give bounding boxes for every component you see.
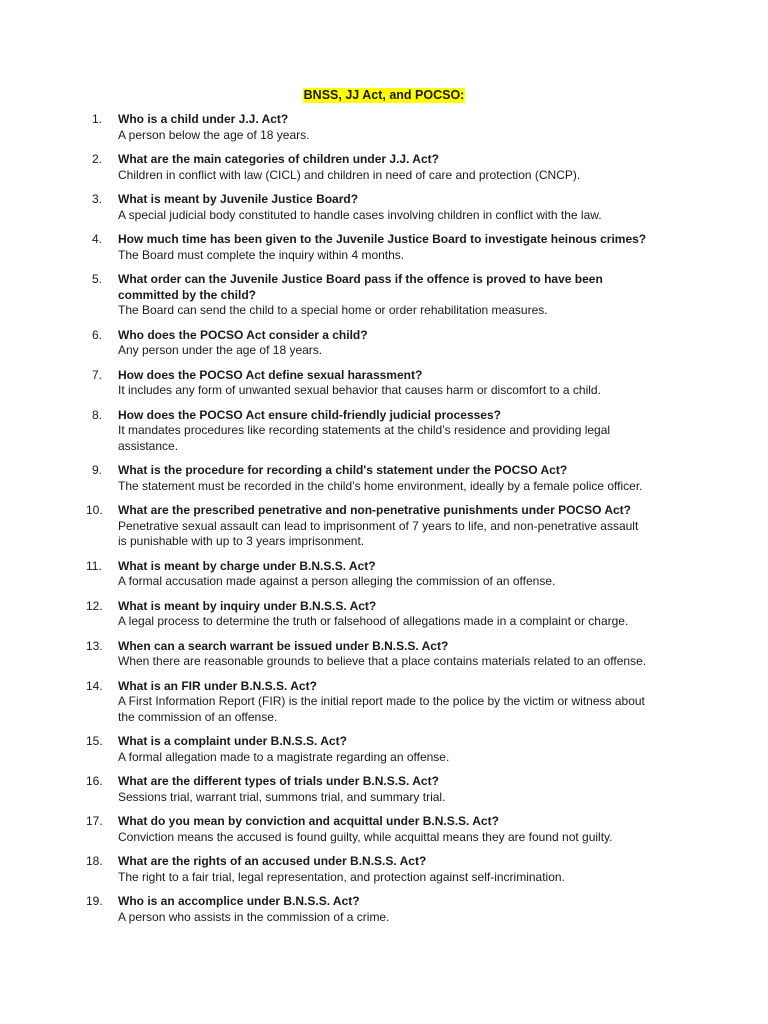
qa-number: 8. (92, 407, 103, 422)
qa-number: 7. (92, 367, 103, 382)
qa-question: What is meant by charge under B.N.S.S. Act? (118, 558, 376, 573)
qa-item (0, 559, 768, 590)
qa-question: Who is an accomplice under B.N.S.S. Act? (118, 894, 360, 908)
qa-number: 16. (86, 774, 103, 788)
qa-question: What do you mean by conviction and acquittal under B.N.S.S. Act? (118, 814, 499, 828)
qa-question: Who does the POCSO Act consider a child? (118, 327, 368, 342)
qa-question: What is a complaint under B.N.S.S. Act? (118, 734, 347, 748)
qa-number: 5. (92, 272, 103, 286)
qa-number: 2. (92, 152, 103, 166)
qa-item (0, 272, 768, 319)
qa-item (0, 679, 768, 726)
qa-question: What are the main categories of children under J.J. Act? (118, 152, 439, 166)
qa-item (0, 192, 768, 223)
qa-item (0, 734, 768, 765)
qa-answer: A legal process to determine the truth or falsehood of allegations made in a complaint or charge. (118, 614, 629, 628)
qa-list (0, 112, 768, 934)
qa-number: 1. (92, 112, 103, 126)
qa-answer: A special judicial body constituted to handle cases involving children in conflict with the law. (118, 207, 602, 222)
qa-item (0, 232, 768, 263)
qa-answer: It includes any form of unwanted sexual behavior that causes harm or discomfort to a child. (118, 383, 601, 397)
qa-question: What is the procedure for recording a child's statement under the POCSO Act? (118, 463, 568, 477)
document-title: BNSS, JJ Act, and POCSO: (303, 88, 465, 102)
qa-answer: The right to a fair trial, legal representation, and protection against self-incrimination. (118, 869, 565, 884)
qa-number: 10. (86, 503, 103, 517)
qa-question: How much time has been given to the Juvenile Justice Board to investigate heinous crimes? (118, 232, 647, 246)
qa-item (0, 463, 768, 494)
qa-question: When can a search warrant be issued under B.N.S.S. Act? (118, 638, 449, 653)
qa-question: How does the POCSO Act define sexual harassment? (118, 367, 423, 382)
qa-answer: Children in conflict with law (CICL) and children in need of care and protection (CNCP). (118, 167, 581, 182)
qa-question: What are the rights of an accused under B.N.S.S. Act? (118, 854, 427, 868)
qa-number: 6. (92, 327, 103, 342)
qa-answer: The Board must complete the inquiry within 4 months. (118, 247, 405, 262)
qa-item (0, 814, 768, 845)
qa-number: 19. (86, 894, 103, 908)
qa-item (0, 599, 768, 630)
qa-item (0, 854, 768, 885)
qa-answer: A formal allegation made to a magistrate regarding an offense. (118, 749, 450, 764)
qa-item (0, 408, 768, 455)
qa-question: What is meant by Juvenile Justice Board? (118, 192, 359, 206)
qa-answer: A formal accusation made against a person alleging the commission of an offense. (118, 574, 556, 588)
qa-number: 9. (92, 463, 103, 477)
qa-item (0, 112, 768, 143)
qa-answer: A person below the age of 18 years. (118, 127, 310, 142)
qa-answer: When there are reasonable grounds to believe that a place contains materials related to an offense. (118, 654, 647, 668)
qa-number: 17. (86, 814, 103, 828)
qa-number: 18. (86, 854, 103, 868)
qa-question: What are the different types of trials under B.N.S.S. Act? (118, 774, 439, 788)
qa-question: What are the prescribed penetrative and non-penetrative punishments under POCSO Act? (118, 503, 631, 517)
qa-answer: The Board can send the child to a special home or order rehabilitation measures. (118, 303, 548, 317)
qa-answer: Conviction means the accused is found guilty, while acquittal means they are found not guilty. (118, 829, 613, 844)
qa-question: How does the POCSO Act ensure child-friendly judicial processes? (118, 407, 501, 422)
qa-answer: Penetrative sexual assault can lead to imprisonment of 7 years to life, and non-penetrative assault is punishable with up to 3 years imprisonment. (118, 518, 639, 548)
qa-number: 14. (86, 678, 103, 693)
qa-answer: Any person under the age of 18 years. (118, 343, 323, 357)
qa-answer: The statement must be recorded in the child’s home environment, ideally by a female police officer. (118, 478, 643, 493)
qa-item (0, 328, 768, 359)
qa-item (0, 368, 768, 399)
qa-question: Who is a child under J.J. Act? (118, 112, 289, 126)
qa-number: 4. (92, 232, 103, 246)
qa-number: 15. (86, 734, 103, 748)
qa-item (0, 152, 768, 183)
qa-number: 13. (86, 638, 103, 653)
qa-answer: A person who assists in the commission of a crime. (118, 909, 390, 924)
qa-answer: It mandates procedures like recording statements at the child’s residence and providing legal assistance. (118, 423, 611, 453)
qa-question: What is meant by inquiry under B.N.S.S. Act? (118, 598, 377, 613)
qa-answer: Sessions trial, warrant trial, summons trial, and summary trial. (118, 789, 446, 804)
title-wrap (0, 86, 768, 104)
qa-item (0, 639, 768, 670)
qa-item (0, 774, 768, 805)
qa-number: 3. (92, 192, 103, 206)
qa-question: What order can the Juvenile Justice Board pass if the offence is proved to have been committed by the child? (118, 272, 603, 302)
qa-item (0, 894, 768, 925)
qa-item (0, 503, 768, 550)
qa-number: 12. (86, 598, 103, 613)
qa-question: What is an FIR under B.N.S.S. Act? (118, 678, 317, 693)
qa-answer: A First Information Report (FIR) is the initial report made to the police by the victim or witness about the commission of an offense. (118, 694, 645, 724)
qa-number: 11. (86, 558, 102, 573)
